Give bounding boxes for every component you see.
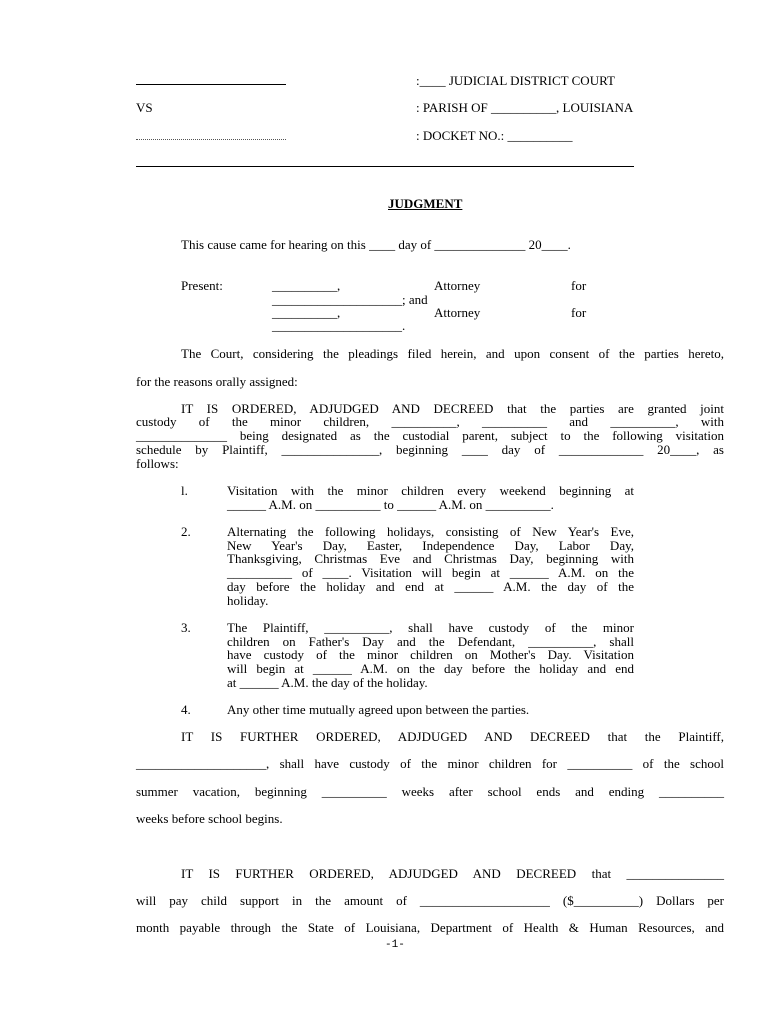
court-para-line1: The Court, considering the pleadings filed herein, and upon consent of the parties hereto, [181, 346, 724, 361]
item-line: ______ A.M. on __________ to ______ A.M. on __________. [227, 497, 554, 512]
further1-line1: IT IS FURTHER ORDERED, ADJDUGED AND DECREED that the Plaintiff, [181, 729, 724, 744]
vs-label: VS [136, 100, 153, 115]
ordered-para-line5: follows: [136, 456, 179, 471]
ordered-para-line4: schedule by Plaintiff, _______________, beginning ____ day of _____________ 20____, as [136, 442, 724, 457]
item-number: l. [181, 483, 188, 498]
item-line: Visitation with the minor children every weekend beginning at [227, 483, 634, 498]
item-line: New Year's Day, Easter, Independence Day, Labor Day, [227, 538, 634, 553]
further2-line1: IT IS FURTHER ORDERED, ADJUDGED AND DECREED that _______________ [181, 866, 724, 881]
present-row2: ____________________; and [272, 292, 428, 307]
present-row1-blank: __________, [272, 278, 341, 293]
court-heading: :____ JUDICIAL DISTRICT COURT [416, 73, 615, 88]
defendant-name-line [136, 139, 286, 140]
item-line: __________ of ____. Visitation will begin at ______ A.M. on the [227, 565, 634, 580]
item-line: at ______ A.M. the day of the holiday. [227, 675, 428, 690]
present-row4: ____________________. [272, 318, 406, 333]
item-line: Thanksgiving, Christmas Eve and Christmas Day, beginning with [227, 551, 634, 566]
present-row1-for: for [571, 278, 587, 293]
item-line: children on Father's Day and the Defendant, __________, shall [227, 634, 634, 649]
item-line: will begin at ______ A.M. on the day before the holiday and end [227, 661, 634, 676]
item-line: day before the holiday and end at ______ A.M. the day of the [227, 579, 634, 594]
further1-line2: ____________________, shall have custody of the minor children for __________ of the school [136, 756, 724, 771]
item-line: Any other time mutually agreed upon between the parties. [227, 702, 530, 717]
item-line: have custody of the minor children on Mother's Day. Visitation [227, 647, 634, 662]
further2-line3: month payable through the State of Louisiana, Department of Health & Human Resources, and [136, 920, 724, 935]
present-row3-for: for [571, 305, 587, 320]
item-number: 4. [181, 702, 191, 717]
present-row3-role: Attorney [434, 305, 481, 320]
item-number: 2. [181, 524, 191, 539]
present-label: Present: [181, 278, 223, 293]
item-line: Alternating the following holidays, consisting of New Year's Eve, [227, 524, 634, 539]
plaintiff-name-line [136, 84, 286, 85]
ordered-para-line3: ______________ being designated as the custodial parent, subject to the following visitation [136, 428, 724, 443]
further1-line4: weeks before school begins. [136, 811, 283, 826]
parish-heading: : PARISH OF __________, LOUISIANA [416, 100, 634, 115]
ordered-para-line1: IT IS ORDERED, ADJUDGED AND DECREED that the parties are granted joint [181, 401, 724, 416]
page-number: -1- [385, 939, 405, 951]
item-line: holiday. [227, 593, 269, 608]
item-number: 3. [181, 620, 191, 635]
further1-line3: summer vacation, beginning __________ weeks after school ends and ending __________ [136, 784, 724, 799]
hearing-sentence: This cause came for hearing on this ____ day of ______________ 20____. [181, 237, 571, 252]
present-row3-blank: __________, [272, 305, 341, 320]
item-line: The Plaintiff, __________, shall have custody of the minor [227, 620, 634, 635]
ordered-para-line2: custody of the minor children, __________, __________ and __________, with [136, 414, 724, 429]
docket-heading: : DOCKET NO.: __________ [416, 128, 573, 143]
document-title: JUDGMENT [388, 196, 463, 211]
caption-divider [136, 166, 634, 167]
further2-line2: will pay child support in the amount of ____________________ ($__________) Dollars per [136, 893, 724, 908]
court-para-line2: for the reasons orally assigned: [136, 374, 298, 389]
present-row1-role: Attorney [434, 278, 481, 293]
